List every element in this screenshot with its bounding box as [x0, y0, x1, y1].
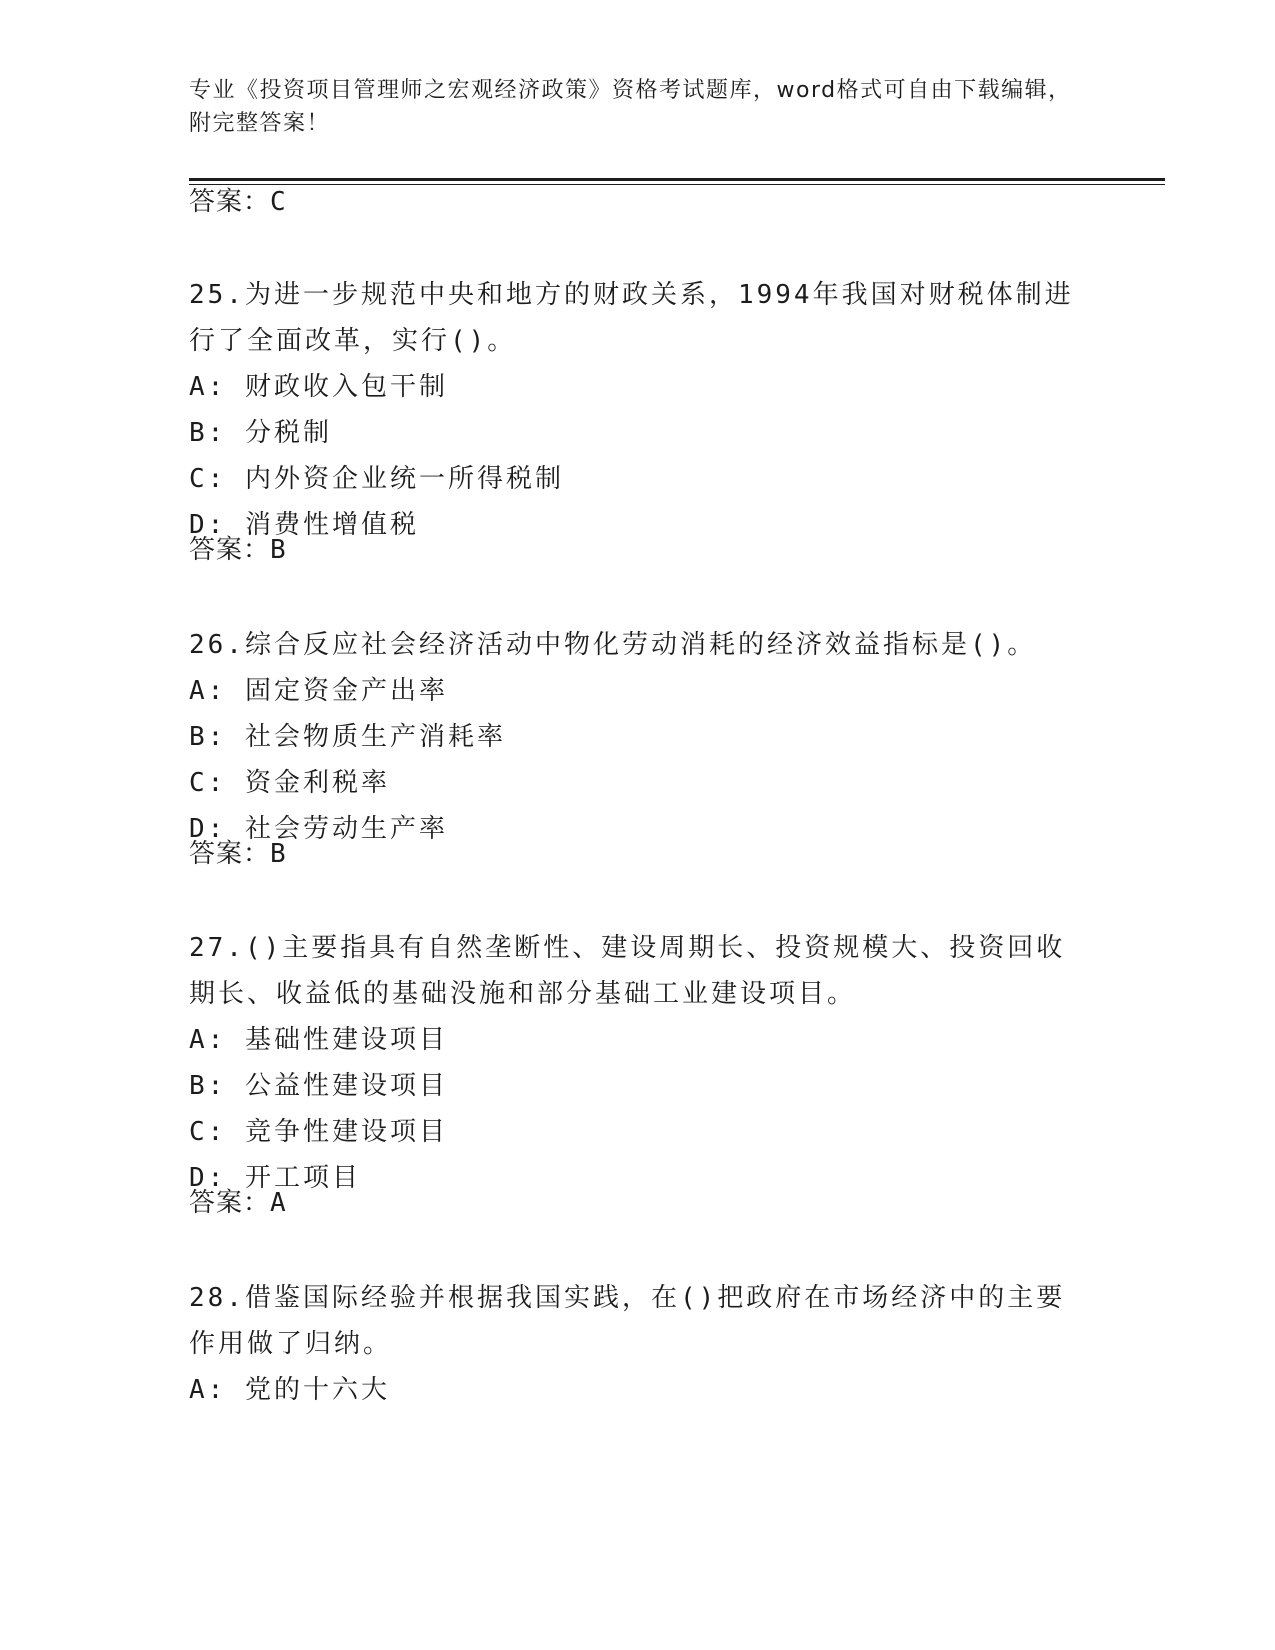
answer-value: B	[270, 839, 287, 869]
answer-value: C	[270, 187, 287, 217]
question-27	[189, 925, 1089, 1201]
answer-line-25	[189, 534, 287, 566]
answer-line-24	[189, 186, 287, 218]
answer-value: B	[270, 535, 287, 565]
option-b: B: 公益性建设项目	[189, 1071, 448, 1101]
option-d: D: 开工项目	[189, 1163, 361, 1193]
option-a: A: 固定资金产出率	[189, 676, 448, 706]
question-stem: 27.()主要指具有自然垄断性、建设周期长、投资规模大、投资回收期长、收益低的基础没施和部分基础工业建设项目。	[189, 933, 1066, 1009]
answer-value: A	[270, 1188, 287, 1218]
option-a: A: 财政收入包干制	[189, 372, 448, 402]
question-26	[189, 622, 1089, 852]
question-stem: 26.综合反应社会经济活动中物化劳动消耗的经济效益指标是()。	[189, 630, 1037, 660]
header-divider-thin	[189, 184, 1165, 185]
question-stem: 25.为进一步规范中央和地方的财政关系，1994年我国对财税体制进行了全面改革，实行()。	[189, 280, 1074, 356]
option-a: A: 基础性建设项目	[189, 1025, 448, 1055]
option-c: C: 资金利税率	[189, 768, 390, 798]
option-c: C: 竞争性建设项目	[189, 1117, 448, 1147]
answer-line-26	[189, 838, 287, 870]
question-25	[189, 272, 1089, 548]
option-c: C: 内外资企业统一所得税制	[189, 464, 564, 494]
question-28	[189, 1275, 1089, 1413]
question-stem: 28.借鉴国际经验并根据我国实践，在()把政府在市场经济中的主要作用做了归纳。	[189, 1283, 1066, 1359]
option-b: B: 社会物质生产消耗率	[189, 722, 506, 752]
option-a: A: 党的十六大	[189, 1375, 390, 1405]
answer-label: 答案：	[189, 1188, 271, 1218]
answer-line-27	[189, 1187, 287, 1219]
header-divider-thick	[189, 178, 1165, 181]
answer-label: 答案：	[189, 187, 271, 217]
option-b: B: 分税制	[189, 418, 332, 448]
option-d: D: 消费性增值税	[189, 510, 419, 540]
answer-label: 答案：	[189, 839, 271, 869]
answer-label: 答案：	[189, 535, 271, 565]
document-header: 专业《投资项目管理师之宏观经济政策》资格考试题库，word格式可自由下载编辑，附完整答案！	[189, 78, 1072, 136]
option-d: D: 社会劳动生产率	[189, 814, 448, 844]
